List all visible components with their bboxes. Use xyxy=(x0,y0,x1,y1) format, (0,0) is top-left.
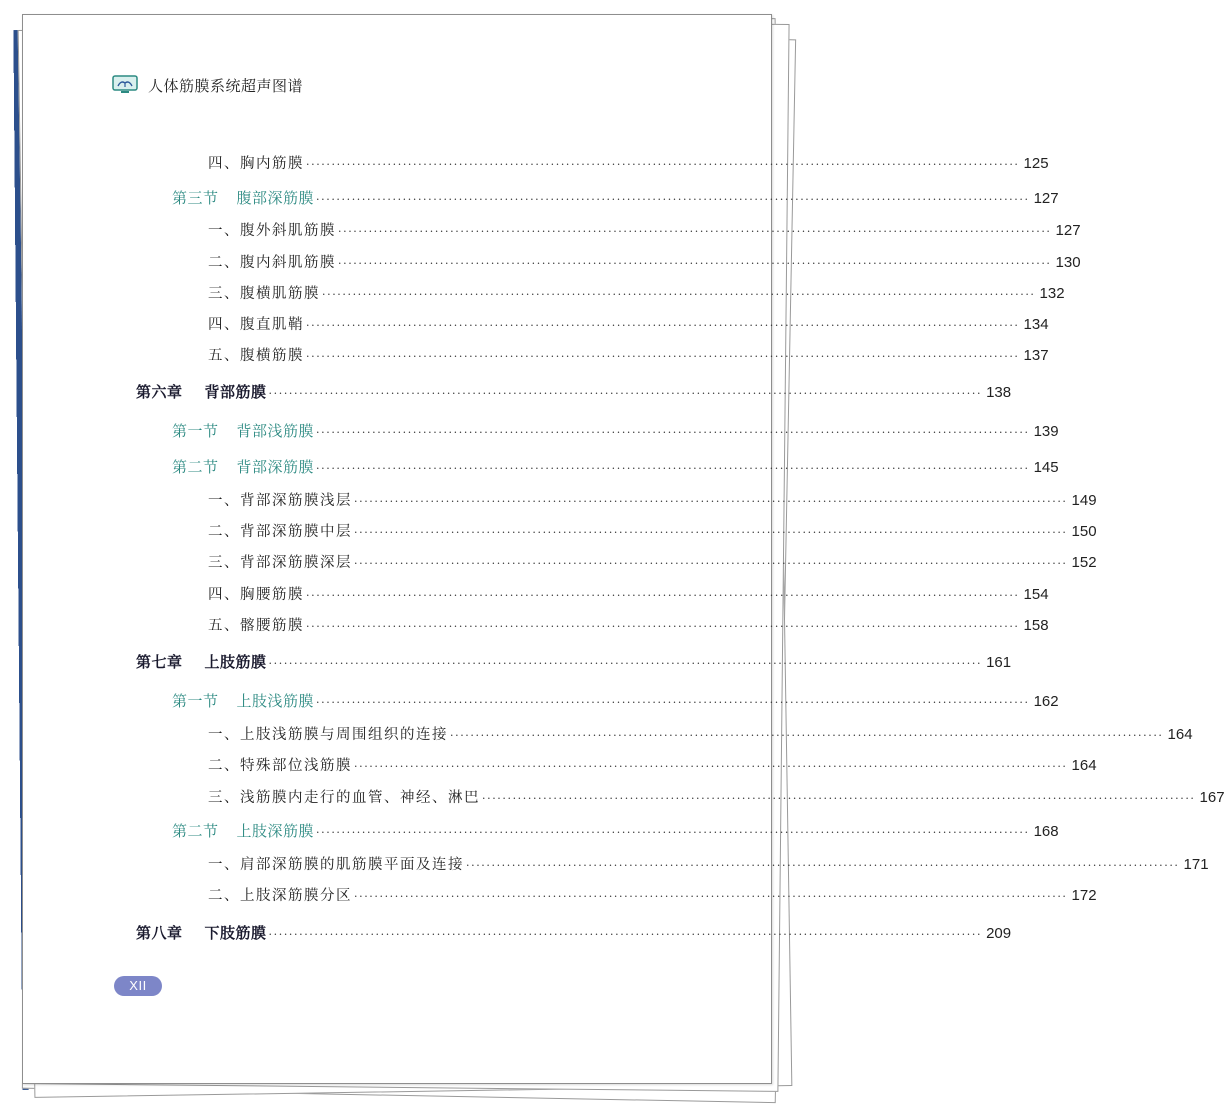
page-number: 158 xyxy=(1023,617,1049,634)
toc-entry-label xyxy=(172,455,314,479)
toc-entry-label: 一、肩部深筋膜的肌筋膜平面及连接 xyxy=(208,857,464,873)
dot-leader: ············································································································································ xyxy=(268,928,983,941)
section-number: 第二节 xyxy=(172,458,219,476)
toc-entry-label: 二、腹内斜肌筋膜 xyxy=(208,255,336,271)
entry-title: 上肢深筋膜 xyxy=(236,822,315,840)
toc-entry-label: 四、腹直肌鞘 xyxy=(208,317,304,333)
toc-row[interactable] xyxy=(208,152,1049,176)
book-title: 人体筋膜系统超声图谱 xyxy=(148,76,304,95)
toc-row[interactable] xyxy=(208,583,1049,607)
entry-title: 上肢筋膜 xyxy=(204,653,267,671)
entry-title: 下肢筋膜 xyxy=(204,924,267,942)
chapter-number: 第八章 xyxy=(136,924,183,942)
dot-leader: ············································································································································ xyxy=(338,257,1052,270)
page-number: 139 xyxy=(1033,423,1059,440)
toc-row[interactable] xyxy=(136,380,1012,404)
dot-leader: ············································································································································ xyxy=(354,557,1068,570)
page-number: 162 xyxy=(1033,693,1059,710)
page-number: 172 xyxy=(1071,887,1097,904)
page-number: 154 xyxy=(1023,586,1049,603)
page-number: 152 xyxy=(1071,554,1097,571)
toc-entry-label: 二、背部深筋膜中层 xyxy=(208,524,352,540)
page-number: 127 xyxy=(1055,222,1081,239)
toc-row[interactable] xyxy=(208,786,1225,810)
toc-row[interactable] xyxy=(208,723,1193,747)
toc-row[interactable] xyxy=(172,689,1059,713)
toc-row[interactable] xyxy=(208,251,1081,275)
page-number: 130 xyxy=(1055,254,1081,271)
toc-entry-label xyxy=(172,689,314,713)
toc-entry-label: 三、腹横肌筋膜 xyxy=(208,286,320,302)
toc-entry-label xyxy=(172,419,314,443)
toc-entry-label: 三、背部深筋膜深层 xyxy=(208,555,352,571)
toc-entry-label xyxy=(136,380,267,404)
toc-row[interactable] xyxy=(172,819,1059,843)
dot-leader: ············································································································································ xyxy=(316,193,1030,206)
toc-row[interactable] xyxy=(172,419,1059,443)
chapter-number: 第七章 xyxy=(136,653,183,671)
running-header xyxy=(112,72,303,98)
dot-leader: ············································································································································ xyxy=(268,387,983,400)
toc-entry-label: 二、上肢深筋膜分区 xyxy=(208,888,352,904)
page-number: 161 xyxy=(986,654,1012,671)
toc-row[interactable] xyxy=(208,551,1097,575)
dot-leader: ············································································································································ xyxy=(306,319,1020,332)
dot-leader: ············································································································································ xyxy=(306,158,1020,171)
page-number: 149 xyxy=(1071,492,1097,509)
toc-row[interactable] xyxy=(208,219,1081,243)
dot-leader: ············································································································································ xyxy=(316,696,1030,709)
toc-entry-label xyxy=(172,186,314,210)
entry-title: 背部筋膜 xyxy=(204,383,267,401)
dot-leader: ············································································································································ xyxy=(268,657,983,670)
toc-entry-label: 一、腹外斜肌筋膜 xyxy=(208,223,336,239)
toc-row[interactable] xyxy=(208,282,1065,306)
dot-leader: ············································································································································ xyxy=(450,729,1164,742)
page-number: 134 xyxy=(1023,316,1049,333)
page-number: 167 xyxy=(1199,789,1225,806)
page-number: 137 xyxy=(1023,347,1049,364)
entry-title: 腹部深筋膜 xyxy=(236,189,315,207)
dot-leader: ············································································································································ xyxy=(354,760,1068,773)
toc-row[interactable] xyxy=(208,884,1097,908)
section-number: 第二节 xyxy=(172,822,219,840)
page-number: 150 xyxy=(1071,523,1097,540)
section-number: 第一节 xyxy=(172,422,219,440)
toc-row[interactable] xyxy=(172,455,1059,479)
toc-entry-label: 五、髂腰筋膜 xyxy=(208,618,304,634)
toc-row[interactable] xyxy=(172,186,1059,210)
dot-leader: ············································································································································ xyxy=(466,859,1180,872)
toc-entry-label: 四、胸内筋膜 xyxy=(208,156,304,172)
toc-row[interactable] xyxy=(208,344,1049,368)
page-number: 171 xyxy=(1183,856,1209,873)
toc-row[interactable] xyxy=(208,520,1097,544)
page-number-badge: XII xyxy=(114,976,162,996)
chapter-number: 第六章 xyxy=(136,383,183,401)
entry-title: 背部浅筋膜 xyxy=(236,422,315,440)
toc-row[interactable] xyxy=(208,614,1049,638)
book-monitor-icon xyxy=(112,75,138,95)
toc-row[interactable] xyxy=(136,921,1012,945)
toc-entry-label: 二、特殊部位浅筋膜 xyxy=(208,758,352,774)
toc-row[interactable] xyxy=(208,313,1049,337)
toc-row[interactable] xyxy=(136,650,1012,674)
toc-entry-label: 三、浅筋膜内走行的血管、神经、淋巴 xyxy=(208,790,480,806)
dot-leader: ············································································································································ xyxy=(316,426,1030,439)
toc-entry-label xyxy=(172,819,314,843)
page-number: 168 xyxy=(1033,823,1059,840)
entry-title: 背部深筋膜 xyxy=(236,458,315,476)
dot-leader: ············································································································································ xyxy=(482,792,1196,805)
dot-leader: ············································································································································ xyxy=(316,826,1030,839)
page-number: 132 xyxy=(1039,285,1065,302)
dot-leader: ············································································································································ xyxy=(316,462,1030,475)
page-number: 164 xyxy=(1167,726,1193,743)
dot-leader: ············································································································································ xyxy=(322,288,1036,301)
dot-leader: ············································································································································ xyxy=(306,620,1020,633)
page-number: 127 xyxy=(1033,190,1059,207)
page-number: 138 xyxy=(986,384,1012,401)
toc-entry-label: 五、腹横筋膜 xyxy=(208,348,304,364)
toc-entry-label xyxy=(136,650,267,674)
toc-row[interactable] xyxy=(208,754,1097,778)
dot-leader: ············································································································································ xyxy=(354,495,1068,508)
dot-leader: ············································································································································ xyxy=(306,589,1020,602)
page-number: 209 xyxy=(986,925,1012,942)
toc-entry-label: 一、背部深筋膜浅层 xyxy=(208,493,352,509)
page-number: 125 xyxy=(1023,155,1049,172)
section-number: 第三节 xyxy=(172,189,219,207)
toc-row[interactable] xyxy=(208,489,1097,513)
page-number: 164 xyxy=(1071,757,1097,774)
dot-leader: ············································································································································ xyxy=(354,526,1068,539)
toc-entry-label: 四、胸腰筋膜 xyxy=(208,587,304,603)
toc-row[interactable] xyxy=(208,853,1209,877)
page-number: 145 xyxy=(1033,459,1059,476)
dot-leader: ············································································································································ xyxy=(354,890,1068,903)
entry-title: 上肢浅筋膜 xyxy=(236,692,315,710)
dot-leader: ············································································································································ xyxy=(306,350,1020,363)
toc-entry-label xyxy=(136,921,267,945)
toc-entry-label: 一、上肢浅筋膜与周围组织的连接 xyxy=(208,727,448,743)
dot-leader: ············································································································································ xyxy=(338,225,1052,238)
section-number: 第一节 xyxy=(172,692,219,710)
